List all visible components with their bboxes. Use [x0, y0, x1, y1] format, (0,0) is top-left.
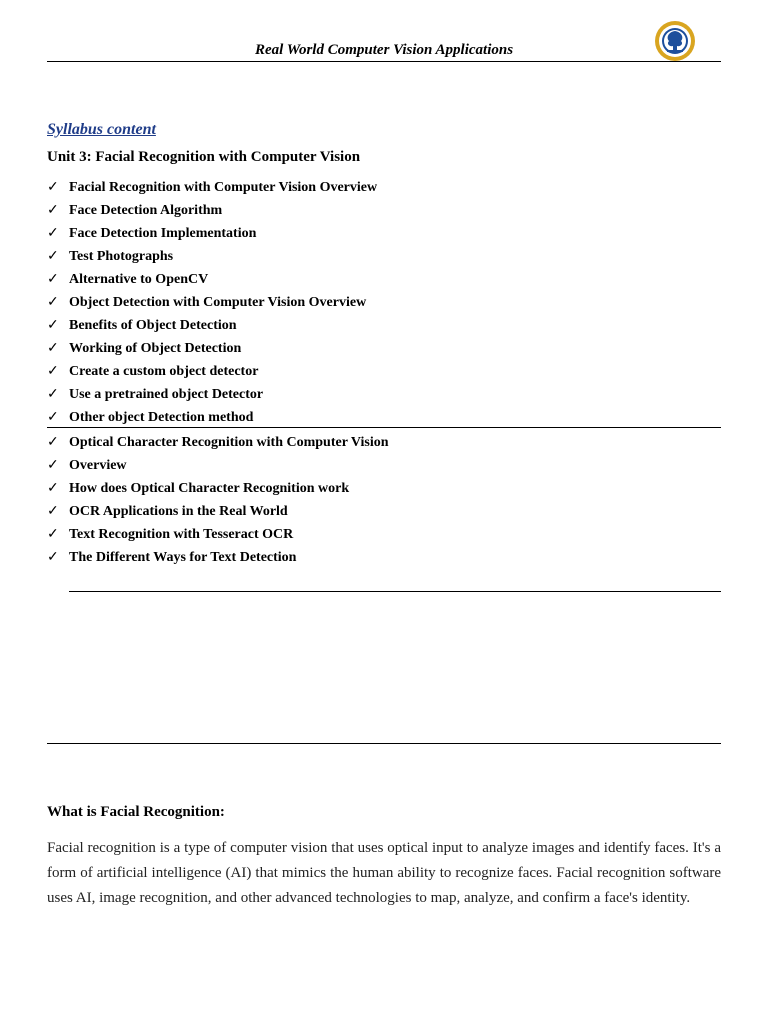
topic-label: Alternative to OpenCV [69, 272, 209, 287]
checkmark-icon: ✓ [47, 410, 59, 425]
topic-label: The Different Ways for Text Detection [69, 550, 297, 565]
checkmark-icon: ✓ [47, 481, 59, 496]
topic-label: How does Optical Character Recognition work [69, 481, 350, 496]
topic-label: Face Detection Algorithm [69, 203, 223, 218]
section-divider [69, 591, 721, 592]
checkmark-icon: ✓ [47, 341, 59, 356]
topic-label: Use a pretrained object Detector [69, 387, 264, 402]
topic-label: Overview [69, 458, 127, 473]
topic-label: Test Photographs [69, 249, 174, 264]
checkmark-icon: ✓ [47, 249, 59, 264]
section-divider [47, 743, 721, 744]
checkmark-icon: ✓ [47, 504, 59, 519]
topic-label: Benefits of Object Detection [69, 318, 237, 333]
checkmark-icon: ✓ [47, 272, 59, 287]
syllabus-heading: Syllabus content [47, 121, 156, 138]
topic-label: Object Detection with Computer Vision Overview [69, 295, 367, 310]
header-divider [47, 61, 721, 62]
checkmark-icon: ✓ [47, 180, 59, 195]
topic-label: Face Detection Implementation [69, 226, 257, 241]
checkmark-icon: ✓ [47, 458, 59, 473]
checkmark-icon: ✓ [47, 364, 59, 379]
topic-label: Create a custom object detector [69, 364, 259, 379]
checkmark-icon: ✓ [47, 203, 59, 218]
checkmark-icon: ✓ [47, 527, 59, 542]
topic-label: Facial Recognition with Computer Vision Overview [69, 180, 378, 195]
list-divider [47, 427, 721, 428]
topic-label: OCR Applications in the Real World [69, 504, 288, 519]
checkmark-icon: ✓ [47, 318, 59, 333]
header-title: Real World Computer Vision Applications [254, 42, 514, 58]
topic-label: Optical Character Recognition with Computer Vision [69, 435, 389, 450]
checkmark-icon: ✓ [47, 387, 59, 402]
university-seal-icon [654, 20, 696, 62]
topic-label: Working of Object Detection [69, 341, 242, 356]
unit-title: Unit 3: Facial Recognition with Computer Vision [47, 149, 361, 165]
section-paragraph: Facial recognition is a type of computer vision that uses optical input to analyze images and identify faces. It's a form of artificial intelligence (AI) that mimics the human ability to recognize faces. Facial recognition software uses AI, image recognition, and other advanced technologies to map, analyze, and confirm a face's identity. [47, 840, 721, 906]
checkmark-icon: ✓ [47, 550, 59, 565]
checkmark-icon: ✓ [47, 295, 59, 310]
checkmark-icon: ✓ [47, 435, 59, 450]
checkmark-icon: ✓ [47, 226, 59, 241]
topic-label: Other object Detection method [69, 410, 254, 425]
section-heading: What is Facial Recognition: [47, 804, 225, 820]
topic-label: Text Recognition with Tesseract OCR [69, 527, 294, 542]
